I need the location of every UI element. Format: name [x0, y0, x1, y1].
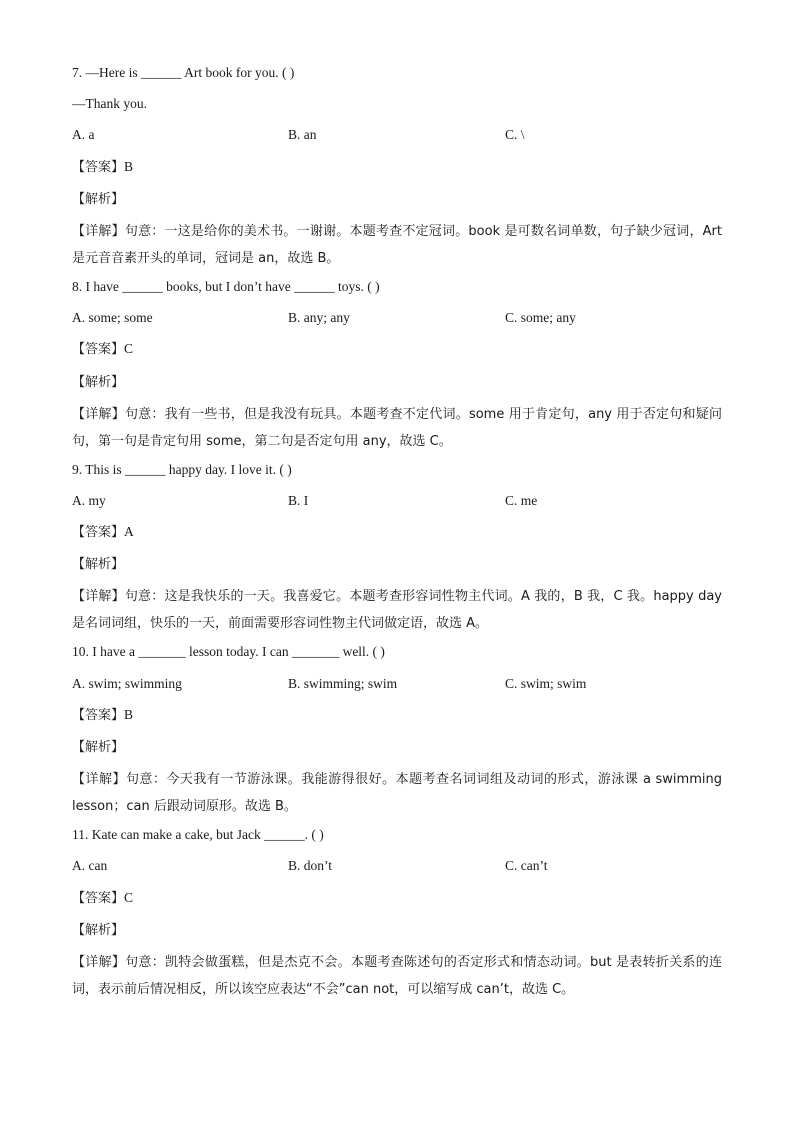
- answer-value: B: [124, 158, 134, 174]
- option-c: C. swim; swim: [505, 675, 587, 691]
- analysis-line: [72, 555, 722, 574]
- detail-text: 句意：凯特会做蛋糕，但是杰克不会。本题考查陈述句的否定形式和情态动词。but 是表转折关系的连词，表示前后情况相反，所以该空应表达“不会”can not，可以缩写成 can’t，故选 C。: [72, 954, 722, 997]
- answer-label: 【答案】: [72, 525, 125, 541]
- option-c: C. \: [505, 127, 525, 143]
- question-7: [72, 64, 722, 272]
- analysis-line: [72, 738, 722, 757]
- option-b: B. an: [288, 127, 317, 143]
- answer-line: [72, 889, 722, 908]
- detail-label: 【详解】: [72, 772, 126, 788]
- option-c: C. can’t: [505, 858, 548, 874]
- option-b: B. swimming; swim: [288, 675, 398, 691]
- analysis-line: [72, 373, 722, 392]
- answer-line: [72, 340, 722, 359]
- option-a: A. my: [72, 492, 106, 508]
- question-stem: 11. Kate can make a cake, but Jack ______. ( ): [72, 827, 324, 843]
- analysis-line: [72, 921, 722, 940]
- analysis-line: [72, 190, 722, 209]
- analysis-label: 【解析】: [72, 374, 125, 390]
- detail-text: 句意：今天我有一节游泳课。我能游得很好。本题考查名词词组及动词的形式，游泳课 a swimming lesson；can 后跟动词原形。故选 B。: [72, 772, 722, 815]
- question-11: [72, 826, 722, 1003]
- detail-label: 【详解】: [72, 223, 125, 239]
- question-stem: 8. I have ______ books, but I don’t have ______ toys. ( ): [72, 278, 380, 294]
- question-stem-reply: —Thank you.: [72, 96, 147, 112]
- question-stem: 7. —Here is ______ Art book for you. ( ): [72, 65, 295, 80]
- question-10: [72, 643, 722, 820]
- detail-label: 【详解】: [72, 954, 126, 970]
- answer-line: [72, 523, 722, 542]
- detail-paragraph: [72, 218, 722, 272]
- question-stem: 10. I have a _______ lesson today. I can _______ well. ( ): [72, 644, 385, 660]
- options-row: [72, 492, 722, 510]
- detail-text: 句意：我有一些书，但是我没有玩具。本题考查不定代词。some 用于肯定句，any 用于否定句和疑问句，第一句是肯定句用 some，第二句是否定句用 any，故选 C。: [72, 406, 722, 449]
- options-row: [72, 309, 722, 327]
- detail-text: 句意：一这是给你的美术书。一谢谢。本题考查不定冠词。book 是可数名词单数，句子缺少冠词，Art 是元音音素开头的单词，冠词是 an，故选 B。: [72, 223, 722, 266]
- detail-text: 句意：这是我快乐的一天。我喜爱它。本题考查形容词性物主代词。A 我的，B 我，C 我。happy day 是名词词组，快乐的一天，前面需要形容词性物主代词做定语，故选 A。: [72, 589, 722, 632]
- option-c: C. me: [505, 492, 538, 508]
- option-a: A. some; some: [72, 310, 153, 326]
- answer-value: B: [124, 706, 134, 722]
- detail-paragraph: [72, 949, 722, 1003]
- option-c: C. some; any: [505, 310, 576, 326]
- detail-paragraph: [72, 583, 722, 637]
- question-stem: 9. This is ______ happy day. I love it. ( ): [72, 461, 292, 477]
- detail-label: 【详解】: [72, 589, 125, 605]
- answer-label: 【答案】: [72, 342, 125, 358]
- options-row: [72, 126, 722, 144]
- answer-label: 【答案】: [72, 890, 125, 906]
- analysis-label: 【解析】: [72, 740, 125, 755]
- question-9: [72, 461, 722, 638]
- option-b: B. I: [288, 492, 309, 508]
- answer-line: [72, 706, 722, 725]
- detail-paragraph: [72, 401, 722, 455]
- option-b: B. any; any: [288, 310, 350, 326]
- options-row: [72, 857, 722, 875]
- analysis-label: 【解析】: [72, 557, 125, 573]
- option-a: A. swim; swimming: [72, 675, 182, 691]
- detail-label: 【详解】: [72, 406, 125, 422]
- answer-line: [72, 158, 722, 177]
- analysis-label: 【解析】: [72, 191, 125, 207]
- options-row: [72, 675, 722, 693]
- option-a: A. can: [72, 858, 108, 874]
- option-a: A. a: [72, 127, 95, 143]
- answer-value: C: [124, 341, 134, 357]
- option-b: B. don’t: [288, 858, 333, 874]
- answer-label: 【答案】: [72, 159, 125, 175]
- question-8: [72, 278, 722, 455]
- analysis-label: 【解析】: [72, 922, 125, 938]
- detail-paragraph: [72, 766, 722, 820]
- answer-value: C: [124, 889, 134, 905]
- answer-label: 【答案】: [72, 707, 125, 723]
- answer-value: A: [124, 524, 134, 540]
